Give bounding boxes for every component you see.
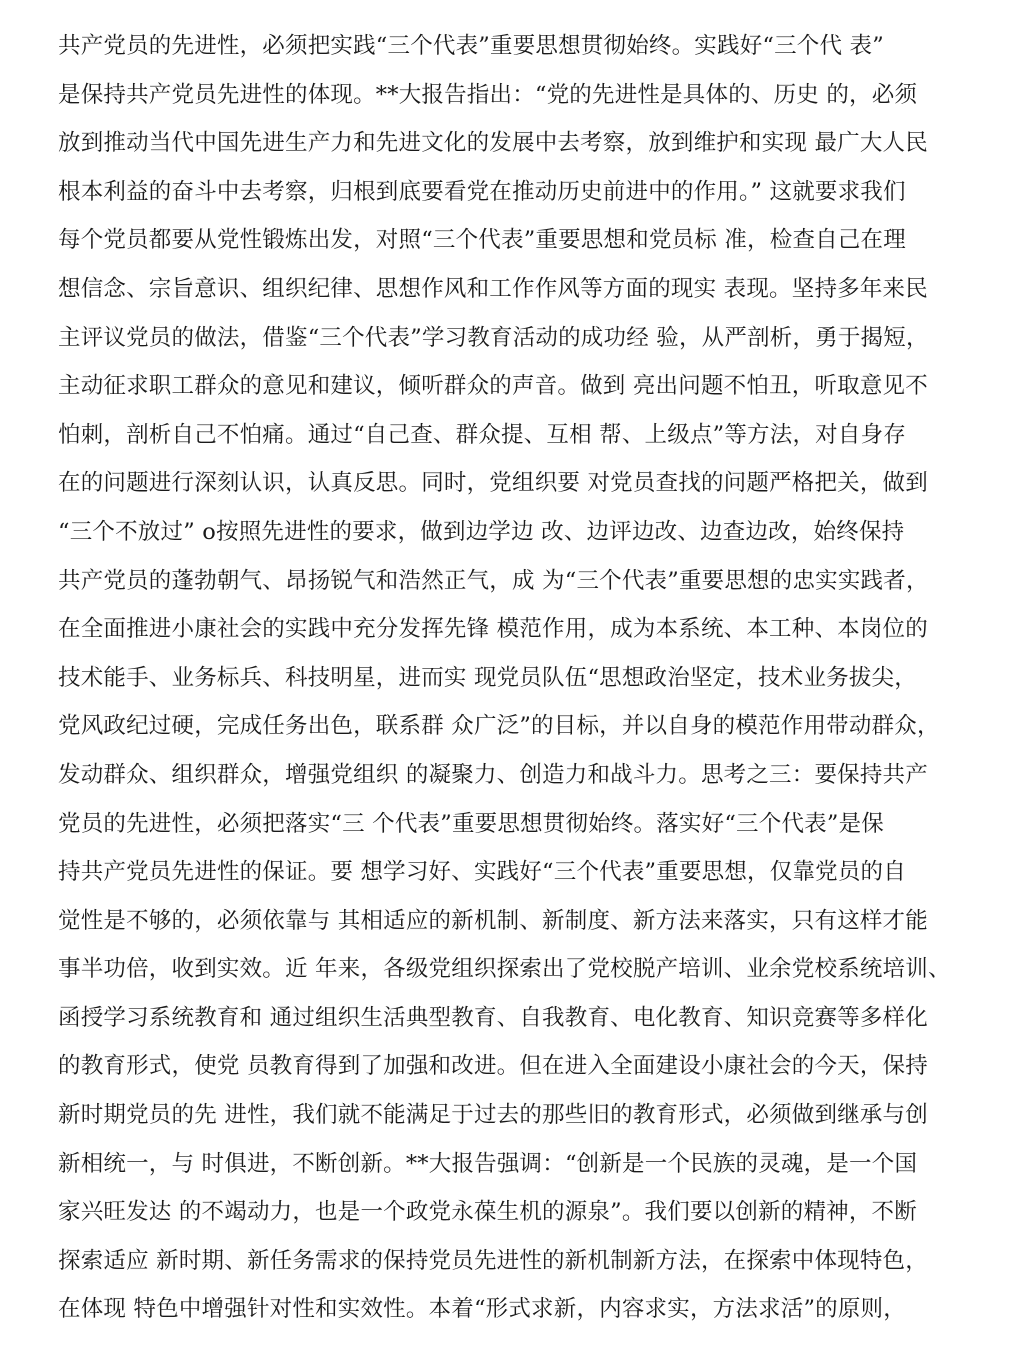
text-line: 发动群众、组织群众，增强党组织 的凝聚力、创造力和战斗力。思考之三：要保持共产 (58, 761, 928, 788)
text-line: 在全面推进小康社会的实践中充分发挥先锋 模范作用，成为本系统、本工种、本岗位的 (58, 616, 928, 643)
text-line: 党风政纪过硬，完成任务出色，联系群 众广泛”的目标，并以自身的模范作用带动群众， (58, 713, 940, 740)
text-line: 在体现 特色中增强针对性和实效性。本着“形式求新，内容求实，方法求活”的原则， (58, 1296, 906, 1323)
text-line: 新相统一，与 时俱进，不断创新。**大报告强调：“创新是一个民族的灵魂，是一个国 (58, 1150, 918, 1177)
text-line: 根本利益的奋斗中去考察，归根到底要看党在推动历史前进中的作用。” 这就要求我们 (58, 178, 906, 205)
text-line: 想信念、宗旨意识、组织纪律、思想作风和工作作风等方面的现实 表现。坚持多年来民 (58, 275, 928, 302)
text-line: “三个不放过” o按照先进性的要求，做到边学边 改、边评边改、边查边改，始终保持 (58, 518, 905, 545)
body-text (58, 22, 978, 1334)
text-line: 探索适应 新时期、新任务需求的保持党员先进性的新机制新方法，在探索中体现特色， (58, 1247, 928, 1274)
text-line: 的教育形式，使党 员教育得到了加强和改进。但在进入全面建设小康社会的今天，保持 (58, 1053, 928, 1080)
text-line: 党员的先进性，必须把落实“三 个代表”重要思想贯彻始终。落实好“三个代表”是保 (58, 810, 884, 837)
text-line: 共产党员的蓬勃朝气、昂扬锐气和浩然正气，成 为“三个代表”重要思想的忠实实践者， (58, 567, 929, 594)
text-line: 主动征求职工群众的意见和建议，倾听群众的声音。做到 亮出问题不怕丑，听取意见不 (58, 373, 928, 400)
text-line: 每个党员都要从党性锻炼出发，对照“三个代表”重要思想和党员标 准，检查自己在理 (58, 227, 906, 254)
text-line: 函授学习系统教育和 通过组织生活典型教育、自我教育、电化教育、知识竞赛等多样化 (58, 1004, 928, 1031)
text-line: 技术能手、业务标兵、科技明星，进而实 现党员队伍“思想政治坚定，技术业务拔尖， (58, 664, 917, 691)
text-line: 事半功倍，收到实效。近 年来，各级党组织探索出了党校脱产培训、业余党校系统培训、 (58, 956, 951, 983)
text-line: 放到推动当代中国先进生产力和先进文化的发展中去考察，放到维护和实现 最广大人民 (58, 130, 928, 157)
text-line: 在的问题进行深刻认识，认真反思。同时，党组织要 对党员查找的问题严格把关，做到 (58, 470, 928, 497)
text-line: 持共产党员先进性的保证。要 想学习好、实践好“三个代表”重要思想，仅靠党员的自 (58, 859, 906, 886)
text-line: 主评议党员的做法，借鉴“三个代表”学习教育活动的成功经 验，从严剖析，勇于揭短， (58, 324, 929, 351)
text-line: 怕刺，剖析自己不怕痛。通过“自己查、群众提、互相 帮、上级点”等方法，对自身存 (58, 421, 906, 448)
text-line: 觉性是不够的，必须依靠与 其相适应的新机制、新制度、新方法来落实，只有这样才能 (58, 907, 928, 934)
text-line: 家兴旺发达 的不竭动力，也是一个政党永葆生机的源泉”。我们要以创新的精神，不断 (58, 1199, 917, 1226)
text-line: 是保持共产党员先进性的体现。**大报告指出：“党的先进性是具体的、历史 的，必须 (58, 81, 918, 108)
text-line: 新时期党员的先 进性，我们就不能满足于过去的那些旧的教育形式，必须做到继承与创 (58, 1102, 928, 1129)
text-line: 共产党员的先进性，必须把实践“三个代表”重要思想贯彻始终。实践好“三个代 表” (58, 33, 884, 59)
